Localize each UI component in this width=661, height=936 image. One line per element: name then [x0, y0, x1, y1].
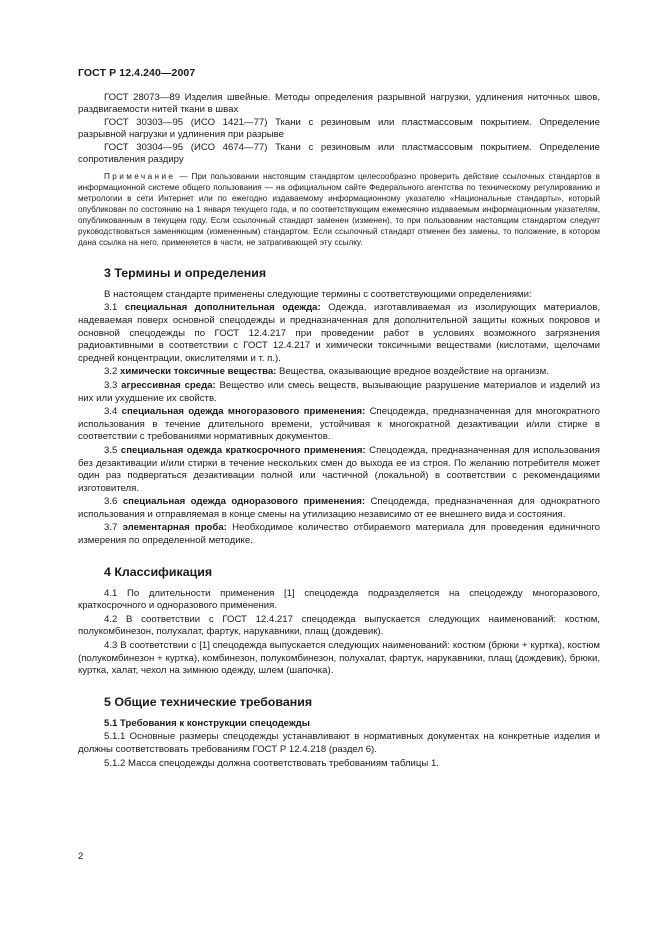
term-definition: Спецодежда, предназначенная для однократного использования и отправляемая в конце смены на утилизацию независимо от ее внешнего вида и состояния.: [78, 496, 600, 520]
term-3-3: [78, 380, 600, 405]
term-number: 3.5: [104, 444, 121, 456]
clause-4-2: 4.2 В соответствии с ГОСТ 12.4.217 спецодежда выпускается следующих наименований: костюм, полукомбинезон, полухалат, фартук, нарукавники, плащ (дождевик).: [78, 613, 600, 638]
note-label: Примечание: [104, 172, 176, 182]
clause-4-1: 4.1 По длительности применения [1] спецодежда подразделяется на спецодежду многоразового, краткосрочного и одноразового применения.: [78, 587, 600, 612]
term-3-7: [78, 522, 600, 547]
note-paragraph: [78, 172, 600, 248]
page-number: 2: [78, 851, 84, 862]
term-definition: Спецодежда, предназначенная для многократного использования в течение длительного времени, устойчивая к многократной дезактивации и/или стирке в соответствии с требованиями нормативных документов.: [78, 406, 600, 443]
term-definition: Вещества, оказывающие вредное воздействие на организм.: [276, 366, 549, 378]
subsection-5-1-heading: 5.1 Требования к конструкции спецодежды: [104, 717, 310, 729]
term-name: специальная дополнительная одежда:: [124, 302, 321, 314]
section-5-heading: 5 Общие технические требования: [104, 694, 313, 709]
section-4-heading: 4 Классификация: [104, 564, 213, 579]
term-definition: Необходимое количество отбираемого материала для проведения единичного измерения по определенной методике.: [78, 522, 600, 547]
term-3-5: [78, 445, 600, 495]
term-number: 3.3: [104, 379, 122, 391]
clause-4-3: 4.3 В соответствии с [1] спецодежда выпускается следующих наименований: костюм (брюки + куртка), костюм (полукомбинезон + куртка), комбинезон, полукомбинезон, полухалат, фартук, нарукавники, плащ (дождевик), брюки, куртка, халат, чехол на зимнюю одежду, шлем (шапочка).: [78, 640, 600, 677]
term-number: 3.4: [104, 406, 122, 418]
document-body: [78, 92, 600, 770]
term-3-4: [78, 406, 600, 444]
term-3-1: [78, 302, 600, 365]
term-name: химически токсичные вещества:: [120, 366, 277, 378]
clause-5-1-1: 5.1.1 Основные размеры спецодежды устанавливают в нормативных документах на конкретные изделия и должны соответствовать требованиям ГОСТ Р 12.4.218 (раздел 6).: [78, 731, 600, 755]
term-number: 3.1: [104, 302, 125, 314]
term-name: специальная одежда одноразового применения:: [122, 496, 366, 508]
term-definition: Одежда, изготавливаемая из изолирующих материалов, надеваемая поверх основной спецодежды и предназначенная для дополнительной защиты кожных покровов и основной спецодежды по ГОСТ 12.4.217 при проведении работ в условиях возможного загрязнения радиоактивными в соответствии с ГОСТ 12.4.217 и химически токсичными веществами (кислотами, щелочами средней концентрации, окислителями и т. п.).: [78, 302, 600, 364]
document-header: ГОСТ Р 12.4.240—2007: [78, 67, 196, 79]
term-name: специальная одежда многоразового применения:: [121, 406, 366, 418]
term-number: 3.6: [104, 496, 123, 508]
term-name: элементарная проба:: [122, 522, 227, 534]
note-text: — При пользовании настоящим стандартом целесообразно проверить действие ссылочных стандартов в информационной системе общего пользования — на официальном сайте Федерального агентства по техническому регулированию и метрологии в сети Интернет или по ежегодно издаваемому информационному указателю «Национальные стандарты», который опубликован по состоянию на 1 января текущего года, и по соответствующим ежемесячно издаваемым информационным указателям, опубликованным в текущем году. Если ссылочный стандарт заменен (изменен), то при пользовании настоящим стандартом следует руководствоваться заменяющим (измененным) стандартом. Если ссылочный стандарт отменен без замены, то положение, в котором дана ссылка на него, применяется в части, не затрагивающей эту ссылку.: [78, 172, 600, 247]
reference-gost-30304: ГОСТ 30304—95 (ИСО 4674—77) Ткани с резиновым или пластмассовым покрытием. Определение сопротивления раздиру: [78, 141, 600, 166]
term-definition: Вещество или смесь веществ, вызывающие разрушение материалов и изделий из них или ухудшение их свойств.: [78, 379, 600, 404]
reference-gost-30303: ГОСТ 30303—95 (ИСО 1421—77) Ткани с резиновым или пластмассовым покрытием. Определение разрывной нагрузки и удлинения при разрыве: [78, 116, 600, 141]
section-3-heading: 3 Термины и определения: [104, 265, 267, 280]
term-name: специальная одежда краткосрочного применения:: [120, 444, 366, 456]
term-name: агрессивная среда:: [121, 379, 216, 391]
term-3-6: [78, 496, 600, 521]
reference-gost-28073: ГОСТ 28073—89 Изделия швейные. Методы определения разрывной нагрузки, удлинения ниточных швов, раздвигаемости нитей ткани в швах: [78, 92, 600, 116]
term-definition: Спецодежда, предназначенная для использования без дезактивации и/или стирки в течение нескольких смен до выхода ее из строя. По желанию потребителя может один раз подвергаться дезактивации полной или частичной (локальной) в соответствии с рекомендациями изготовителя.: [78, 444, 600, 494]
term-3-2: [78, 366, 600, 379]
section-3-intro: В настоящем стандарте применены следующие термины с соответствующими определениями:: [104, 288, 532, 300]
term-number: 3.7: [104, 522, 123, 534]
clause-5-1-2: 5.1.2 Масса спецодежды должна соответствовать требованиям таблицы 1.: [104, 757, 439, 769]
term-number: 3.2: [104, 366, 121, 378]
